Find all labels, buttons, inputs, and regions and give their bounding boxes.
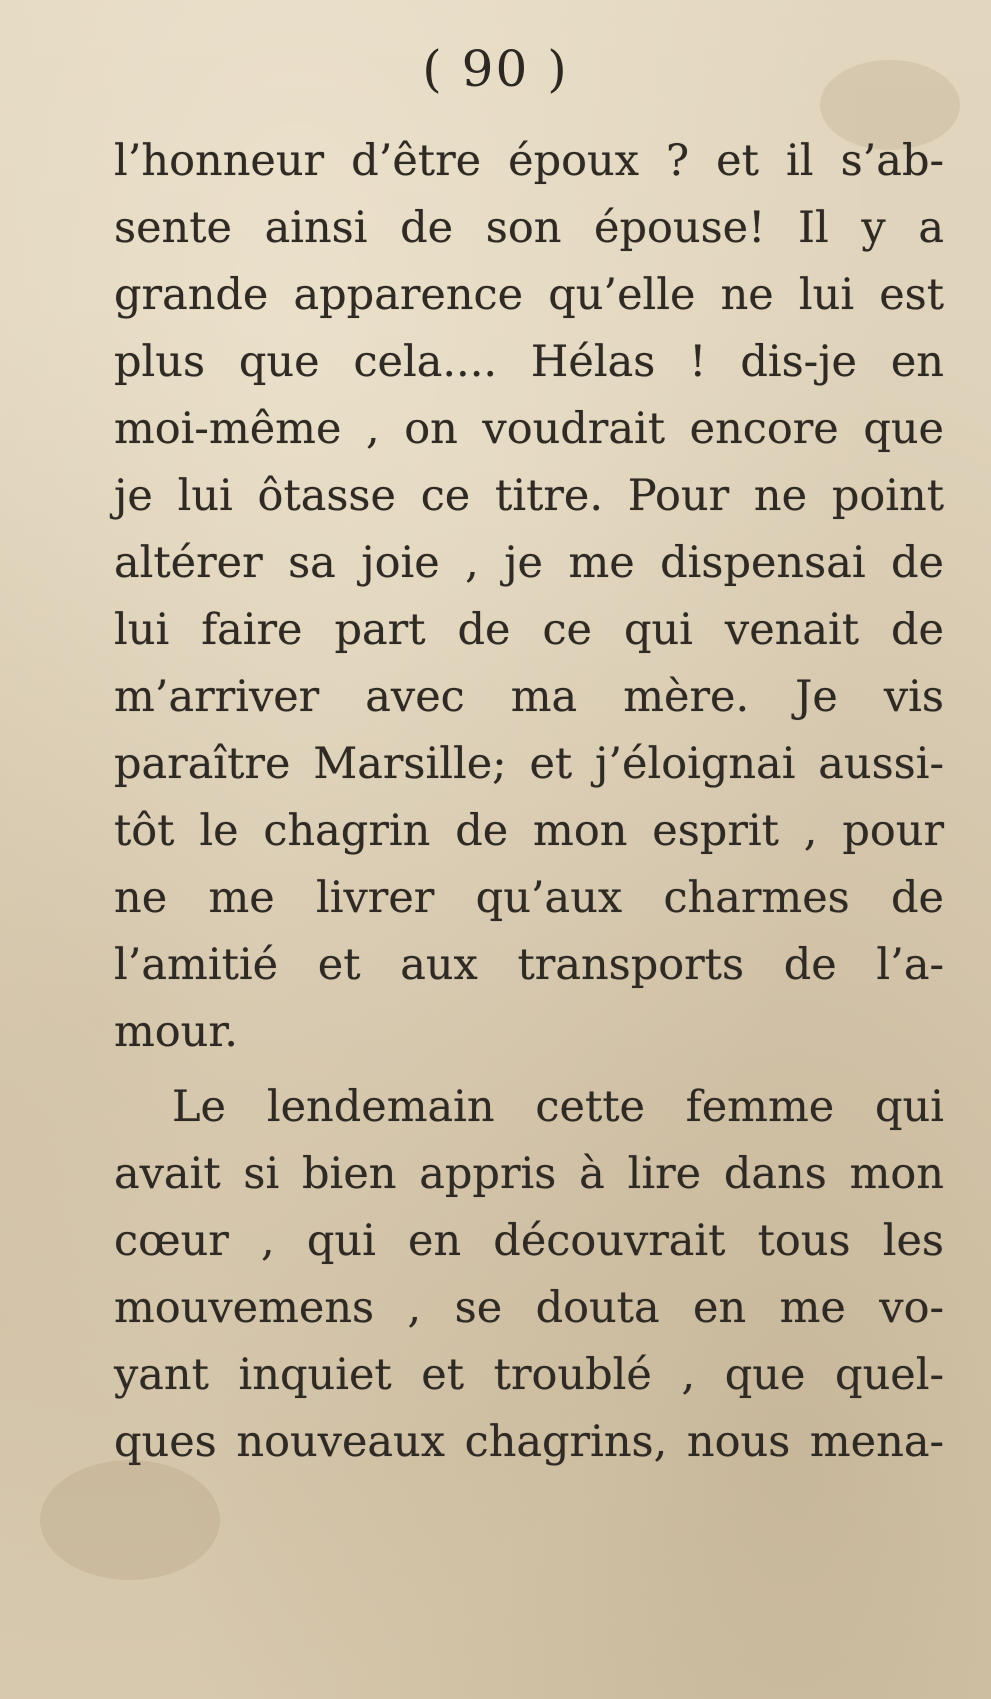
text-line: sente ainsi de son épouse! Il y a bbox=[114, 203, 944, 253]
text-line: m’arriver avec ma mère. Je vis bbox=[114, 672, 944, 722]
text-line: mouvemens , se douta en me vo- bbox=[114, 1283, 944, 1333]
text-line: ques nouveaux chagrins, nous mena- bbox=[114, 1417, 944, 1467]
text-line: tôt le chagrin de mon esprit , pour bbox=[114, 806, 944, 856]
paragraph-first-line: Le lendemain cette femme qui bbox=[172, 1082, 944, 1132]
paper-stain bbox=[40, 1460, 220, 1580]
text-line: grande apparence qu’elle ne lui est bbox=[114, 270, 944, 320]
text-line: ne me livrer qu’aux charmes de bbox=[114, 873, 944, 923]
text-line: lui faire part de ce qui venait de bbox=[114, 605, 944, 655]
page-number: ( 90 ) bbox=[422, 40, 569, 98]
text-line: altérer sa joie , je me dispensai de bbox=[114, 538, 944, 588]
text-line: paraître Marsille; et j’éloignai aussi- bbox=[114, 739, 944, 789]
text-line: yant inquiet et troublé , que quel- bbox=[114, 1350, 944, 1400]
text-line: je lui ôtasse ce titre. Pour ne point bbox=[114, 471, 944, 521]
body-text bbox=[114, 128, 944, 1476]
text-line: plus que cela.... Hélas ! dis-je en bbox=[114, 337, 944, 387]
text-line: l’amitié et aux transports de l’a- bbox=[114, 940, 944, 990]
text-line: l’honneur d’être époux ? et il s’ab- bbox=[114, 136, 944, 186]
text-line: avait si bien appris à lire dans mon bbox=[114, 1149, 944, 1199]
text-line: moi-même , on voudrait encore que bbox=[114, 404, 944, 454]
text-line: mour. bbox=[114, 1007, 238, 1057]
text-line: cœur , qui en découvrait tous les bbox=[114, 1216, 944, 1266]
